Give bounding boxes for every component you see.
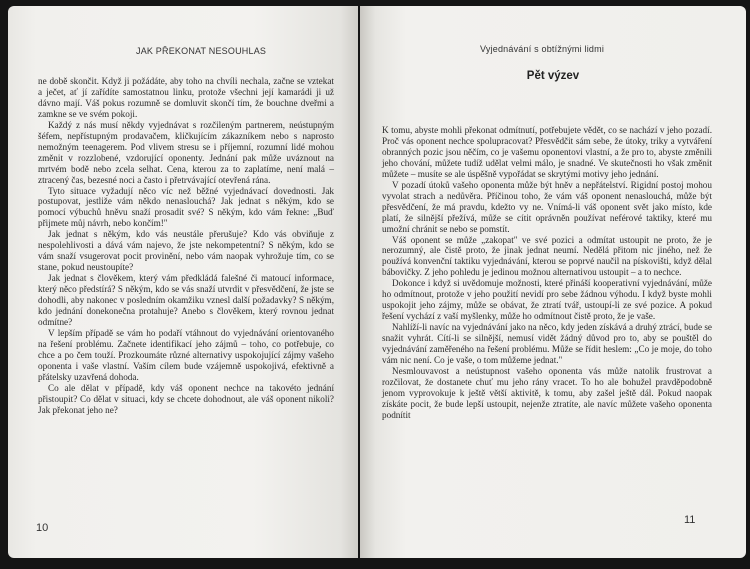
- paragraph: Každý z nás musí někdy vyjednávat s rozčileným partnerem, neústupným šéfem, nepřístupným prodavačem, kličkujícím zákazníkem nebo s naprosto nemožným teenagerem. Pod vlivem stresu se i příjemní, rozumní lidé mohou změnit v rozzlobené, vzdorující oponenty. Jednání pak může uváznout na mrtvém bodě nebo zcela selhat. Cena, kterou za to zaplatíme, není malá – ztracený čas, bezesné noci a často i přetrvávající otevřená rána.: [38, 119, 334, 185]
- left-page: [8, 6, 358, 558]
- paragraph: ne době skončit. Když ji požádáte, aby toho na chvíli nechala, začne se vztekat a ječet, ať jí zařídíte samostatnou linku, protože všechni její kamarádi ji už dávno mají. Váš pokus rozumně se domluvit skončí tím, že bouchne dveřmi a zamkne se ve svém pokoji.: [38, 76, 334, 119]
- paragraph: Jak jednat s někým, kdo vás neustále přerušuje? Kdo vás obviňuje z nespolehlivosti a dává vám najevo, že jste nekompetentní? S někým, kdo se vám snaží vsugerovat pocit provinění, nebo vám naopak vyhrožuje tím, co se stane, pokud neustoupíte?: [38, 229, 334, 273]
- paragraph: Co ale dělat v případě, kdy váš oponent nechce na takovéto jednání přistoupit? Co dělat v situaci, kdy se chcete dohodnout, ale váš oponent nikoli? Jak překonat jeho ne?: [38, 382, 334, 415]
- paragraph: Nahlíží-li navíc na vyjednávání jako na něco, kdy jeden získává a druhý ztrácí, bude se snažit vyhrát. Cítí-li se silnější, nemusí vidět žádný důvod pro to, aby se pouštěl do vyjednávání zaměřeného na řešení problému. Může se řídit heslem: „Co je moje, do toho vám nic není. Co je vaše, o tom můžeme jednat.": [382, 322, 712, 366]
- paragraph: V lepším případě se vám ho podaří vtáhnout do vyjednávání orientovaného na řešení problému. Začnete identifikací jeho zájmů – toho, co potřebuje, co chce a po čem touží. Prozkoumáte různé alternativy uspokojující zájmy vašeho oponenta i vaše vlastní. Vaším cílem bude vzájemně uspokojivá, efektivně a přátelsky uzavřená dohoda.: [38, 327, 334, 382]
- paragraph: Nesmlouvavost a neústupnost vašeho oponenta vás může natolik frustrovat a rozčilovat, že dostanete chuť mu jeho rány vracet. To ho ale bohužel pravděpodobně jenom vyprovokuje k ještě větší aktivitě, k tomu, aby zašel ještě dál. Pokud naopak získáte pocit, že bude lepší ustoupit, nejenže ztratíte, ale navíc můžete vašeho oponenta podnítit: [382, 365, 712, 420]
- body-text: [382, 125, 712, 421]
- page-number: 10: [36, 522, 49, 534]
- running-head: Vyjednávání s obtížnými lidmi: [480, 44, 605, 54]
- body-text: [38, 76, 334, 416]
- paragraph: Váš oponent se může „zakopat" ve své pozici a odmítat ustoupit ne proto, že je nerozumný, ale čistě proto, že jinak jednat neumí. Nedělá přitom nic jiného, než že používá konvenční taktiku vyjednávání, kterou se poprvé naučil na pískovišti, když dělal bábovičky. Z jeho pohledu je jedinou možnou alternativou ustoupit – a to nechce.: [382, 234, 712, 278]
- running-head: JAK PŘEKONAT NESOUHLAS: [136, 46, 267, 56]
- page-number: 11: [684, 514, 696, 526]
- chapter-title: Pět výzev: [526, 70, 580, 82]
- paragraph: Jak jednat s člověkem, který vám předkládá falešné či matoucí informace, který něco předstírá? S někým, kdo se vás snaží utvrdit v přesvědčení, že jste se dohodli, aby nakonec v posledním okamžiku vznesl další požadavky? S někým, kdo jednání donekonečna protahuje? Anebo s člověkem, který rovnou jednat odmítne?: [38, 273, 334, 327]
- paragraph: Dokonce i když si uvědomuje možnosti, které přináší kooperativní vyjednávání, může ho odmítnout, protože v jeho použití nevidí pro sebe žádnou výhodu. I když byste mohli uspokojit jeho zájmy, může se obávat, že ztratí tvář, ustoupí-li ze své pozice. A pokud řešení vychází z vaší myšlenky, může ho odmítnout čistě proto, že je vaše.: [382, 278, 712, 322]
- paragraph: V pozadí útoků vašeho oponenta může být hněv a nepřátelství. Rigidní postoj mohou vyvolat strach a nedůvěra. Příčinou toho, že vám váš oponent nenaslouchá, může být přesvědčení, že má pravdu, kdežto vy ne. Vnímá-li váš oponent svět jako místo, kde platí, že silnější přežívá, může se cítit oprávněn používat neférové taktiky, které mu umožní chránit se nebo se pomstít.: [382, 179, 712, 234]
- paragraph: Tyto situace vyžadují něco víc než běžné vyjednávací dovednosti. Jak postupovat, jestliže vám někdo nenaslouchá? Jak jednat s někým, kdo se pomocí výbuchů hněvu snaží prosadit své? S někým, kdo vám řekne: „Buď přijmete můj návrh, nebo končím!": [38, 185, 334, 229]
- right-page: [360, 6, 746, 558]
- paragraph: K tomu, abyste mohli překonat odmítnutí, potřebujete vědět, co se nachází v jeho pozadí. Proč vás oponent nechce spolupracovat? Přesvědčit sám sebe, že útoky, triky a vytváření obranných pozic jsou něčím, co je vašemu oponentovi vlastní, a že pro to, abyste změnili jeho chování, můžete tudíž udělat velmi málo, je snadné. Ve skutečnosti ho však změnit můžete – musíte se ale úspěšně vypořádat se skrytými motivy jeho jednání.: [382, 125, 712, 179]
